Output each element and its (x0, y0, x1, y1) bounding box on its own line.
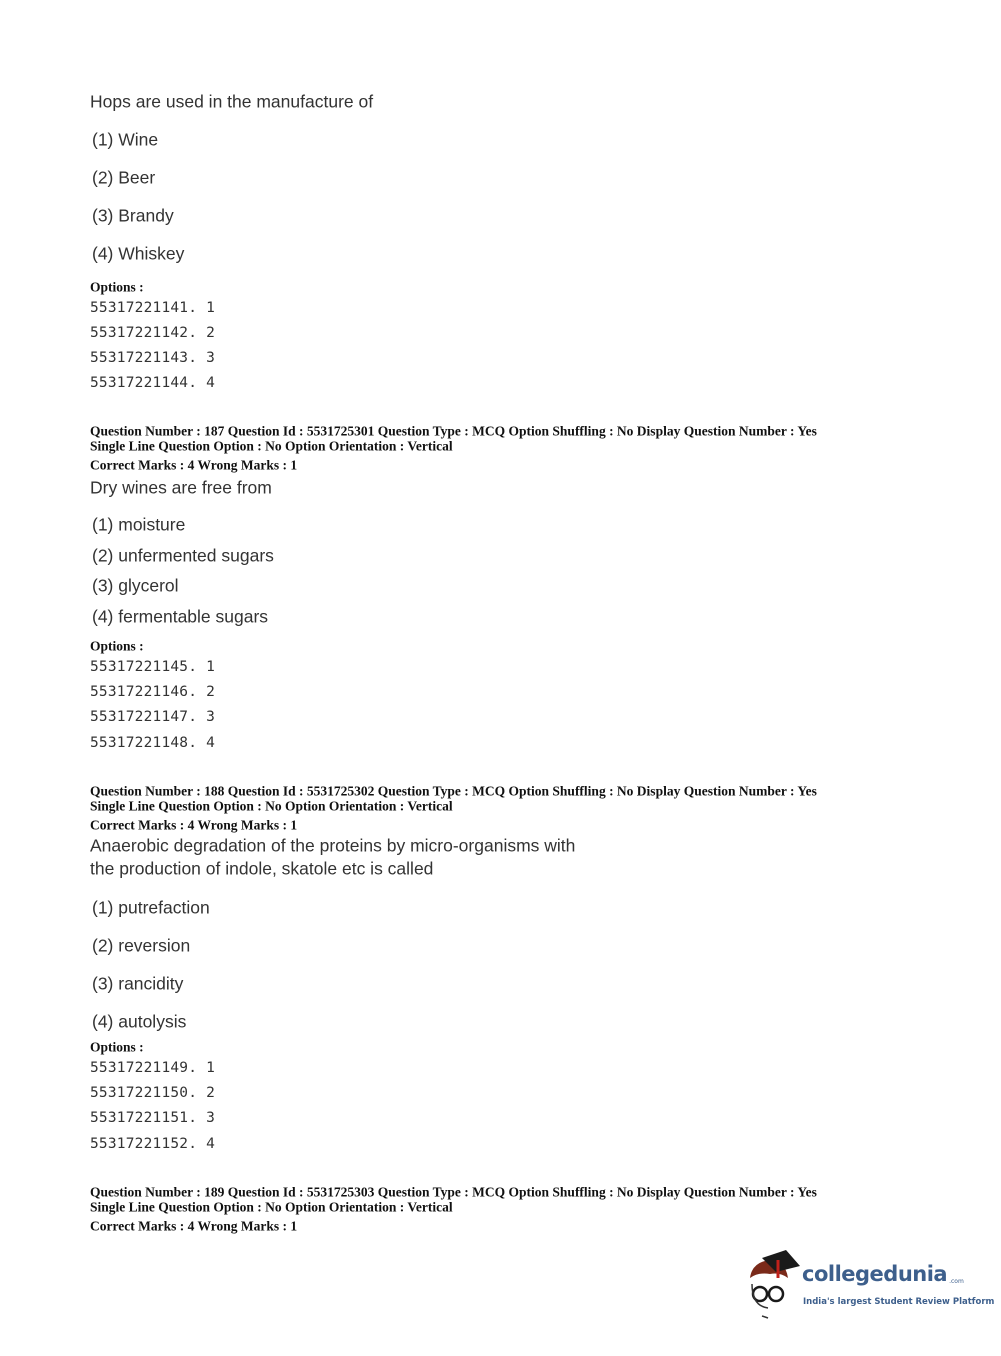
logo-wordmark: collegedunia (802, 1262, 948, 1286)
question-marks: Correct Marks : 4 Wrong Marks : 1 (90, 817, 298, 833)
answer-choice: (1) Wine (92, 129, 159, 150)
question-text: Hops are used in the manufacture of (90, 91, 374, 112)
question-meta-line: Single Line Question Option : No Option Orientation : Vertical (90, 1199, 453, 1215)
answer-choice: (3) glycerol (92, 575, 179, 596)
question-marks: Correct Marks : 4 Wrong Marks : 1 (90, 457, 298, 473)
question-meta-line: Single Line Question Option : No Option Orientation : Vertical (90, 438, 453, 454)
answer-choice: (1) moisture (92, 514, 186, 535)
option-id: 55317221142. 2 (90, 324, 216, 341)
question-meta-line: Question Number : 189 Question Id : 5531725303 Question Type : MCQ Option Shuffling : No Display Question Number : Yes (90, 1184, 817, 1200)
option-id: 55317221143. 3 (90, 349, 216, 366)
mascot-icon (742, 1250, 802, 1320)
option-id: 55317221151. 3 (90, 1109, 216, 1126)
answer-choice: (2) reversion (92, 935, 191, 956)
logo-tagline: India's largest Student Review Platform (803, 1297, 995, 1307)
options-label: Options : (90, 638, 144, 654)
question-meta-line: Single Line Question Option : No Option Orientation : Vertical (90, 798, 453, 814)
answer-choice: (4) autolysis (92, 1011, 187, 1032)
option-id: 55317221144. 4 (90, 374, 216, 391)
logo-suffix: .com (949, 1278, 964, 1285)
option-id: 55317221149. 1 (90, 1059, 216, 1076)
option-id: 55317221147. 3 (90, 708, 216, 725)
answer-choice: (4) Whiskey (92, 243, 185, 264)
options-label: Options : (90, 279, 144, 295)
option-id: 55317221141. 1 (90, 299, 216, 316)
answer-choice: (3) Brandy (92, 205, 174, 226)
option-id: 55317221150. 2 (90, 1084, 216, 1101)
collegedunia-logo (742, 1250, 997, 1320)
answer-choice: (2) unfermented sugars (92, 545, 274, 566)
question-text: the production of indole, skatole etc is called (90, 858, 434, 879)
question-marks: Correct Marks : 4 Wrong Marks : 1 (90, 1218, 298, 1234)
option-id: 55317221146. 2 (90, 683, 216, 700)
option-id: 55317221148. 4 (90, 734, 216, 751)
answer-choice: (1) putrefaction (92, 897, 210, 918)
answer-choice: (3) rancidity (92, 973, 184, 994)
options-label: Options : (90, 1039, 144, 1055)
answer-choice: (2) Beer (92, 167, 156, 188)
question-meta-line: Question Number : 187 Question Id : 5531725301 Question Type : MCQ Option Shuffling : No Display Question Number : Yes (90, 423, 817, 439)
question-meta-line: Question Number : 188 Question Id : 5531725302 Question Type : MCQ Option Shuffling : No Display Question Number : Yes (90, 783, 817, 799)
logo-wordmark-row (802, 1264, 964, 1285)
option-id: 55317221145. 1 (90, 658, 216, 675)
question-text: Anaerobic degradation of the proteins by micro-organisms with (90, 835, 576, 856)
answer-choice: (4) fermentable sugars (92, 606, 269, 627)
question-text: Dry wines are free from (90, 477, 272, 498)
option-id: 55317221152. 4 (90, 1135, 216, 1152)
